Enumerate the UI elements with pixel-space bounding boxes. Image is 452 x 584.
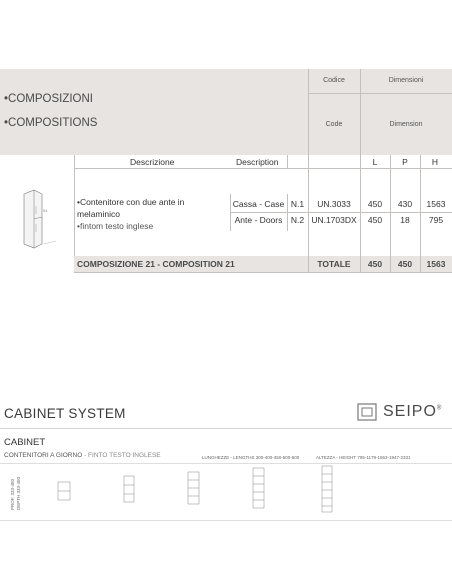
footer-title: CABINET SYSTEM	[4, 406, 126, 421]
row2-code: UN.1703DX	[311, 215, 357, 225]
divider	[74, 168, 452, 169]
col-H: H	[431, 157, 439, 167]
dimensioni-label: Dimensioni	[388, 77, 424, 84]
dimension-mark: 54	[43, 208, 48, 213]
section-title-it: •COMPOSIZIONI	[4, 93, 94, 105]
row1-P: 430	[397, 199, 413, 209]
composition-label: COMPOSIZIONE 21 - COMPOSITION 21	[77, 259, 235, 269]
col-descrizione: Descrizione	[130, 157, 175, 167]
brand-name: SEIPO®	[383, 403, 443, 420]
codice-label: Codice	[323, 77, 345, 84]
divider	[390, 155, 391, 272]
item-desc-line1: •Contenitore con due ante in	[77, 197, 185, 207]
item-desc-line3: •fintom testo inglese	[77, 221, 154, 231]
col-description: Description	[236, 157, 279, 167]
lengths-label: LUNGHEZZE - LENGTHS 300-400-450-500-600	[202, 455, 300, 460]
heights-label: ALTEZZA - HEIGHT 795-1179-1563-1947-2331	[316, 455, 411, 460]
row2-H: 795	[428, 215, 444, 225]
divider	[308, 93, 452, 94]
divider	[0, 520, 452, 521]
dimension-label: Dimension	[389, 121, 423, 128]
row2-qty: N.2	[290, 215, 305, 225]
total-P: 450	[397, 259, 413, 269]
depth-side-label-1: PROF. 333-450	[10, 478, 15, 510]
divider	[74, 155, 75, 272]
code-label: Code	[325, 121, 343, 128]
depth-side-label-2: DEPTH 333-450	[16, 476, 21, 510]
divider	[420, 155, 421, 272]
row1-qty: N.1	[290, 199, 305, 209]
divider	[287, 155, 288, 168]
divider	[230, 212, 452, 213]
divider	[308, 155, 309, 272]
seipo-logo-icon	[357, 403, 379, 423]
divider	[0, 428, 452, 429]
totale-label: TOTALE	[317, 259, 351, 269]
section-title-en: •COMPOSITIONS	[4, 117, 98, 129]
row2-part: Ante - Doors	[234, 215, 283, 225]
cabinet-label: CABINET	[4, 437, 46, 448]
total-H: 1563	[426, 259, 446, 269]
row1-part: Cassa - Case	[232, 199, 285, 209]
row2-L: 450	[367, 215, 383, 225]
col-L: L	[372, 157, 378, 167]
row2-P: 18	[400, 215, 410, 225]
contenitori-label: CONTENITORI A GIORNO - FINTO TESTO INGLESE	[4, 452, 161, 459]
divider	[74, 272, 452, 273]
col-P: P	[402, 157, 408, 167]
cabinet-thumbnail	[14, 186, 64, 250]
row1-code: UN.3033	[317, 199, 351, 209]
shelf-units-illustration	[40, 464, 410, 518]
total-L: 450	[367, 259, 383, 269]
row1-H: 1563	[426, 199, 446, 209]
row1-L: 450	[367, 199, 383, 209]
item-desc-line2: melaminico	[77, 209, 120, 219]
divider	[360, 155, 361, 272]
